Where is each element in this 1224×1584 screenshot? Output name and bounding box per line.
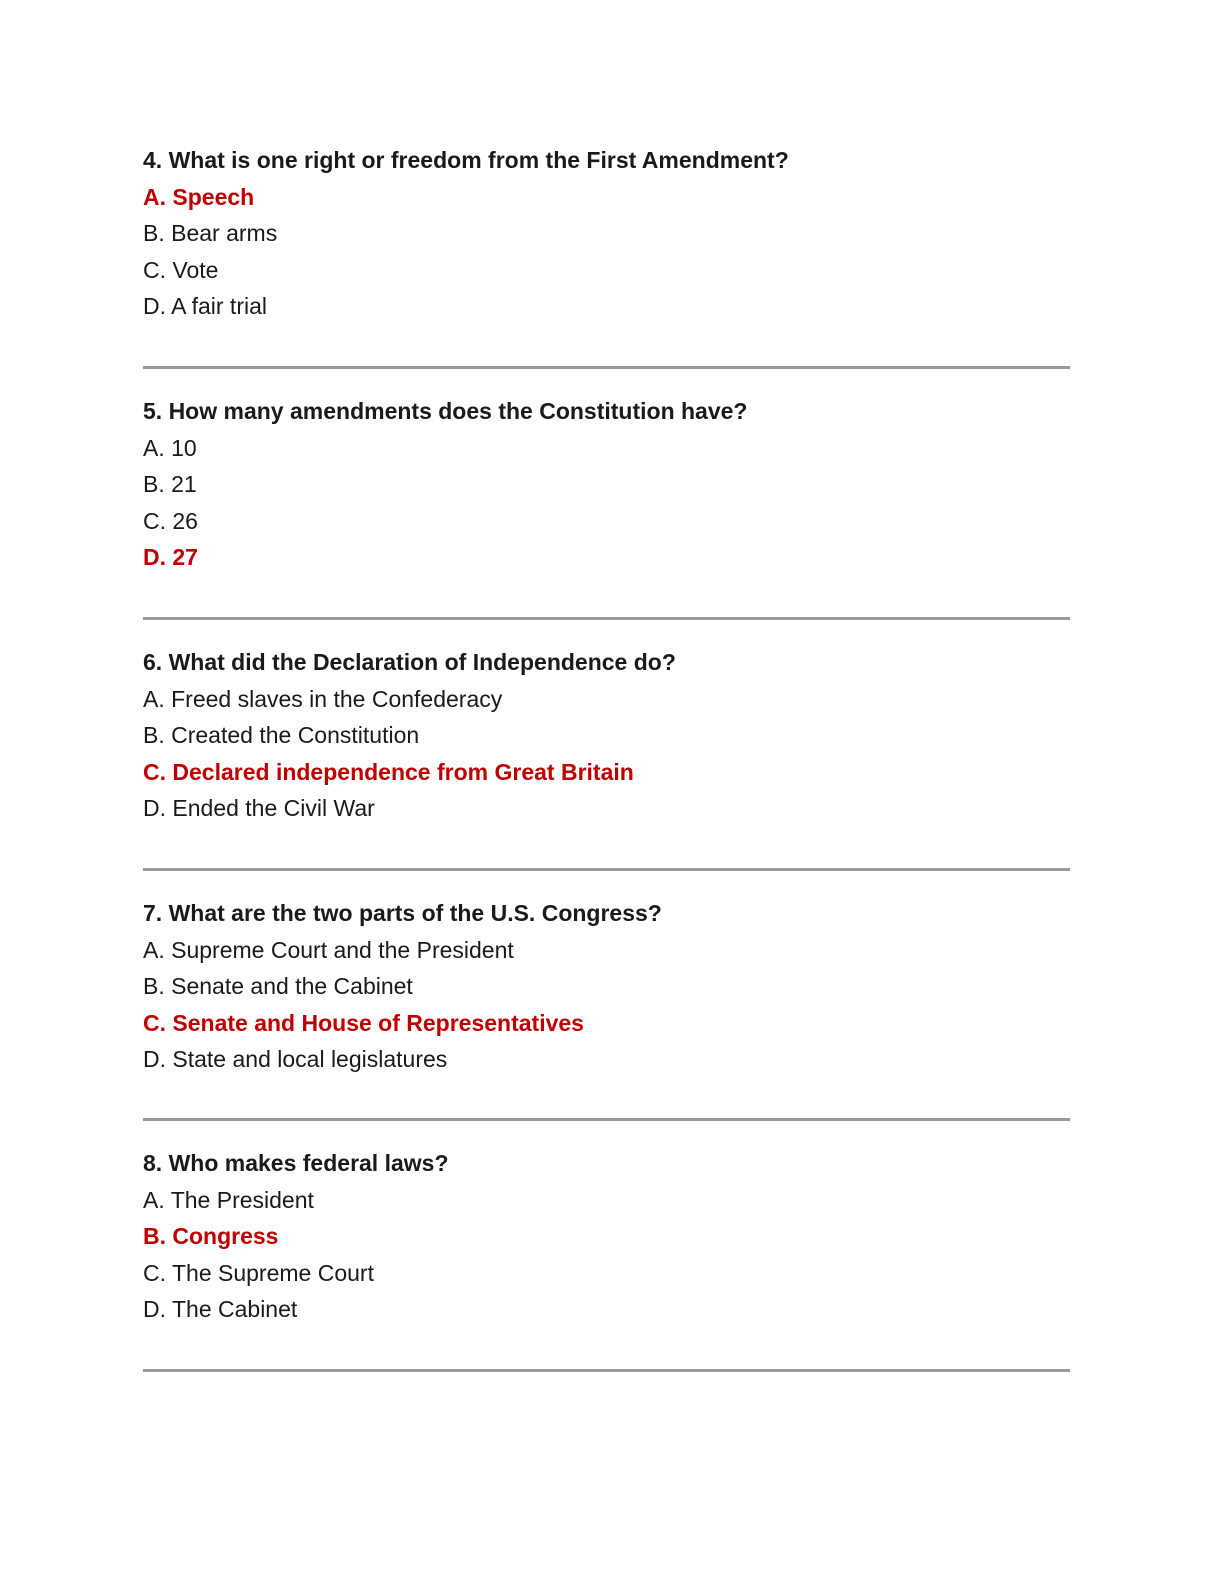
divider (143, 366, 1070, 369)
option-a: A. Supreme Court and the President (143, 936, 514, 963)
question-block-5 (143, 393, 1070, 576)
option-c: C. 26 (143, 507, 198, 534)
option-d: D. State and local legislatures (143, 1046, 448, 1072)
option-b: B. Bear arms (143, 220, 278, 246)
option-b: B. Created the Constitution (143, 722, 420, 748)
option-a: A. The President (143, 1186, 314, 1213)
option-b: B. Senate and the Cabinet (143, 973, 413, 999)
question-block-6 (143, 644, 1070, 827)
divider (143, 1118, 1070, 1121)
option-c: C. Vote (143, 256, 219, 283)
option-d: D. Ended the Civil War (143, 795, 375, 821)
option-d-correct: D. 27 (143, 544, 198, 570)
question-block-4 (143, 142, 1070, 325)
option-c-correct: C. Declared independence from Great Britain (143, 758, 634, 785)
option-d: D. The Cabinet (143, 1296, 298, 1322)
option-a: A. Freed slaves in the Confederacy (143, 685, 503, 712)
option-a: A. 10 (143, 434, 197, 461)
divider (143, 868, 1070, 871)
option-a-correct: A. Speech (143, 183, 255, 210)
divider (143, 617, 1070, 620)
question-text: 4. What is one right or freedom from the First Amendment? (143, 147, 789, 173)
question-text: 8. Who makes federal laws? (143, 1150, 449, 1176)
option-c-correct: C. Senate and House of Representatives (143, 1009, 584, 1036)
question-text: 7. What are the two parts of the U.S. Congress? (143, 900, 662, 926)
question-text: 6. What did the Declaration of Independence do? (143, 649, 676, 675)
option-c: C. The Supreme Court (143, 1259, 374, 1286)
divider (143, 1369, 1070, 1372)
option-b-correct: B. Congress (143, 1223, 279, 1249)
question-block-8 (143, 1145, 1070, 1328)
option-b: B. 21 (143, 471, 197, 497)
option-d: D. A fair trial (143, 293, 267, 319)
question-text: 5. How many amendments does the Constitution have? (143, 398, 748, 424)
question-block-7 (143, 895, 1070, 1078)
